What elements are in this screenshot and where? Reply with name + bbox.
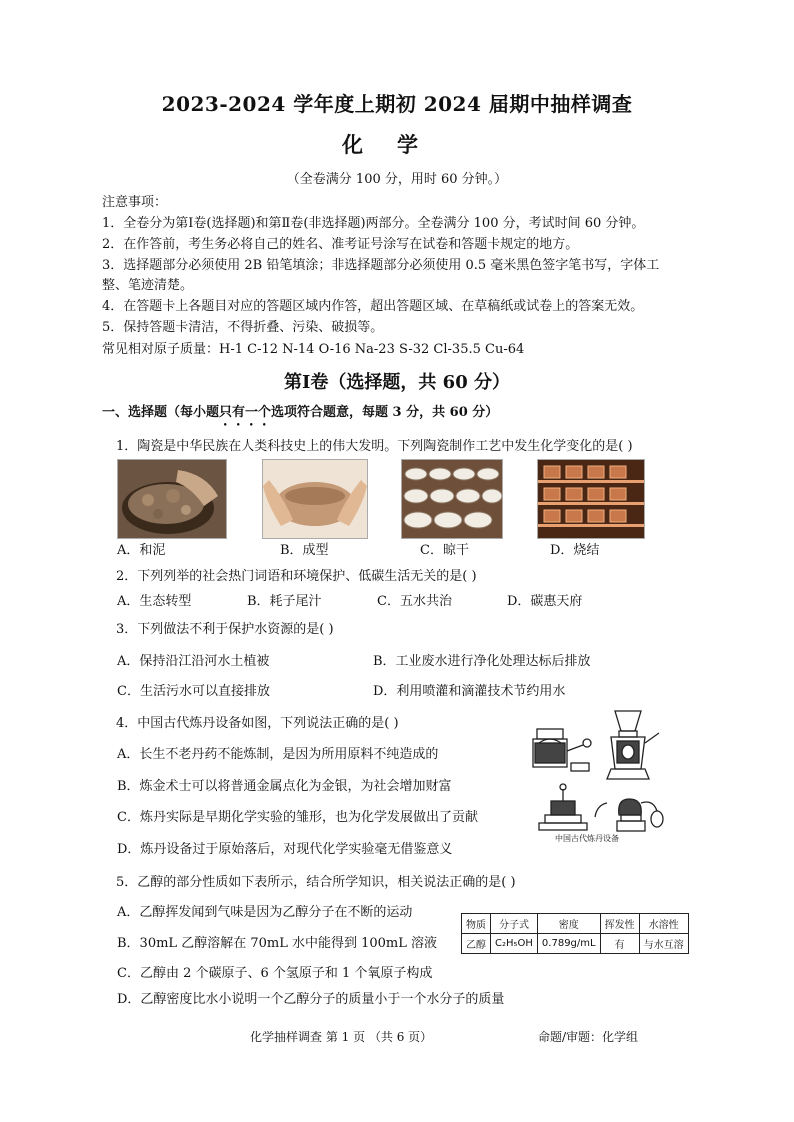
q1-option-a: A．和泥: [117, 543, 166, 558]
drying-pottery-photo: [401, 459, 503, 539]
subject-text: 化学: [342, 132, 452, 157]
subject-title: [0, 129, 794, 159]
q3-stem: 3．下列做法不利于保护水资源的是( ): [116, 622, 334, 637]
score-time-note: （全卷满分 100 分，用时 60 分钟。）: [286, 172, 508, 187]
q1-option-d: D．烧结: [550, 543, 600, 558]
q4-option-d: D．炼丹设备过于原始落后，对现代化学实验毫无借鉴意义: [117, 842, 453, 857]
clay-mixing-photo: [117, 459, 227, 539]
notice-item-2: 2．在作答前，考生务必将自己的姓名、准考证号涂写在试卷和答题卡规定的地方。: [102, 237, 579, 252]
q3-option-d: D．利用喷灌和滴灌技术节约用水: [373, 684, 566, 699]
table-cell: 有: [600, 934, 639, 954]
q4-option-a: A．长生不老丹药不能炼制，是因为所用原料不纯造成的: [117, 747, 439, 762]
q4-option-c: C．炼丹实际是早期化学实验的雏形，也为化学发展做出了贡献: [117, 810, 478, 825]
q5-option-c: C．乙醇由 2 个碳原子、6 个氢原子和 1 个氧原子构成: [117, 966, 433, 981]
q5-option-b: B．30mL 乙醇溶解在 70mL 水中能得到 100mL 溶液: [117, 936, 437, 951]
instr-emphasis: 只有一个: [219, 405, 272, 420]
alchemy-equipment-figure: [523, 707, 666, 847]
table-header-cell: 物质: [462, 914, 491, 934]
table-cell: C₂H₅OH: [491, 934, 538, 954]
q5-stem: 5．乙醇的部分性质如下表所示，结合所学知识，相关说法正确的是( ): [116, 875, 516, 890]
section-instructions: [102, 403, 498, 429]
kiln-firing-photo: [537, 459, 645, 539]
table-header-cell: 密度: [537, 914, 600, 934]
q1-stem: 1．陶瓷是中华民族在人类科技史上的伟大发明。下列陶瓷制作工艺中发生化学变化的是( ): [116, 439, 633, 454]
instr-suffix: 选项符合题意，每题 3 分，共 60 分）: [271, 405, 499, 420]
table-cell: 乙醇: [462, 934, 491, 954]
q1-option-c: C．晾干: [420, 543, 469, 558]
table-cell: 0.789g/mL: [537, 934, 600, 954]
q2-option-d: D．碳惠天府: [507, 594, 583, 609]
q3-option-c: C．生活污水可以直接排放: [117, 684, 270, 699]
footer-page-info: 化学抽样调查 第 1 页 （共 6 页）: [250, 1030, 433, 1044]
q2-stem: 2．下列列举的社会热门词语和环境保护、低碳生活无关的是( ): [116, 569, 477, 584]
q5-option-a: A．乙醇挥发闻到气味是因为乙醇分子在不断的运动: [117, 905, 413, 920]
notice-item-3-cont: 整、笔迹清楚。: [102, 278, 194, 293]
q3-option-b: B．工业废水进行净化处理达标后排放: [373, 654, 591, 669]
notice-item-1: 1．全卷分为第Ⅰ卷(选择题)和第Ⅱ卷(非选择题)两部分。全卷满分 100 分，考试时间 60 分钟。: [102, 216, 645, 231]
q4-option-b: B．炼金术士可以将普通金属点化为金银，为社会增加财富: [117, 779, 452, 794]
exam-title: 2023-2024 学年度上期初 2024 届期中抽样调查: [161, 92, 633, 116]
q5-option-d: D．乙醇密度比水小说明一个乙醇分子的质量小于一个水分子的质量: [117, 992, 505, 1007]
q2-option-b: B．耗子尾汁: [247, 594, 322, 609]
q4-stem: 4．中国古代炼丹设备如图，下列说法正确的是( ): [116, 716, 399, 731]
pottery-shaping-photo: [262, 459, 368, 539]
figure-caption: 中国古代炼丹设备: [555, 834, 619, 843]
table-header-cell: 分子式: [491, 914, 538, 934]
atomic-mass-line: 常见相对原子质量：H-1 C-12 N-14 O-16 Na-23 S-32 Cl-35.5 Cu-64: [102, 342, 525, 357]
notice-item-4: 4．在答题卡上各题目对应的答题区域内作答，超出答题区域、在草稿纸或试卷上的答案无效。: [102, 299, 644, 314]
notice-item-3: 3．选择题部分必须使用 2B 铅笔填涂；非选择题部分必须使用 0.5 毫米黑色签字笔书写，字体工: [102, 258, 660, 273]
table-header-row: [462, 914, 689, 934]
ethanol-properties-table: [461, 913, 689, 954]
table-cell: 与水互溶: [639, 934, 688, 954]
q3-option-a: A．保持沿江沿河水土植被: [117, 654, 270, 669]
q2-option-a: A．生态转型: [117, 594, 192, 609]
table-row: [462, 934, 689, 954]
notice-heading: 注意事项：: [102, 195, 168, 210]
footer-author: 命题/审题：化学组: [538, 1030, 639, 1044]
table-header-cell: 挥发性: [600, 914, 639, 934]
table-header-cell: 水溶性: [639, 914, 688, 934]
section-title: 第Ⅰ卷（选择题，共 60 分）: [283, 372, 510, 393]
q2-option-c: C．五水共治: [377, 594, 452, 609]
notice-item-5: 5．保持答题卡清洁，不得折叠、污染、破损等。: [102, 320, 384, 335]
instr-prefix: 一、选择题（每小题: [102, 405, 220, 420]
q1-option-b: B．成型: [280, 543, 329, 558]
